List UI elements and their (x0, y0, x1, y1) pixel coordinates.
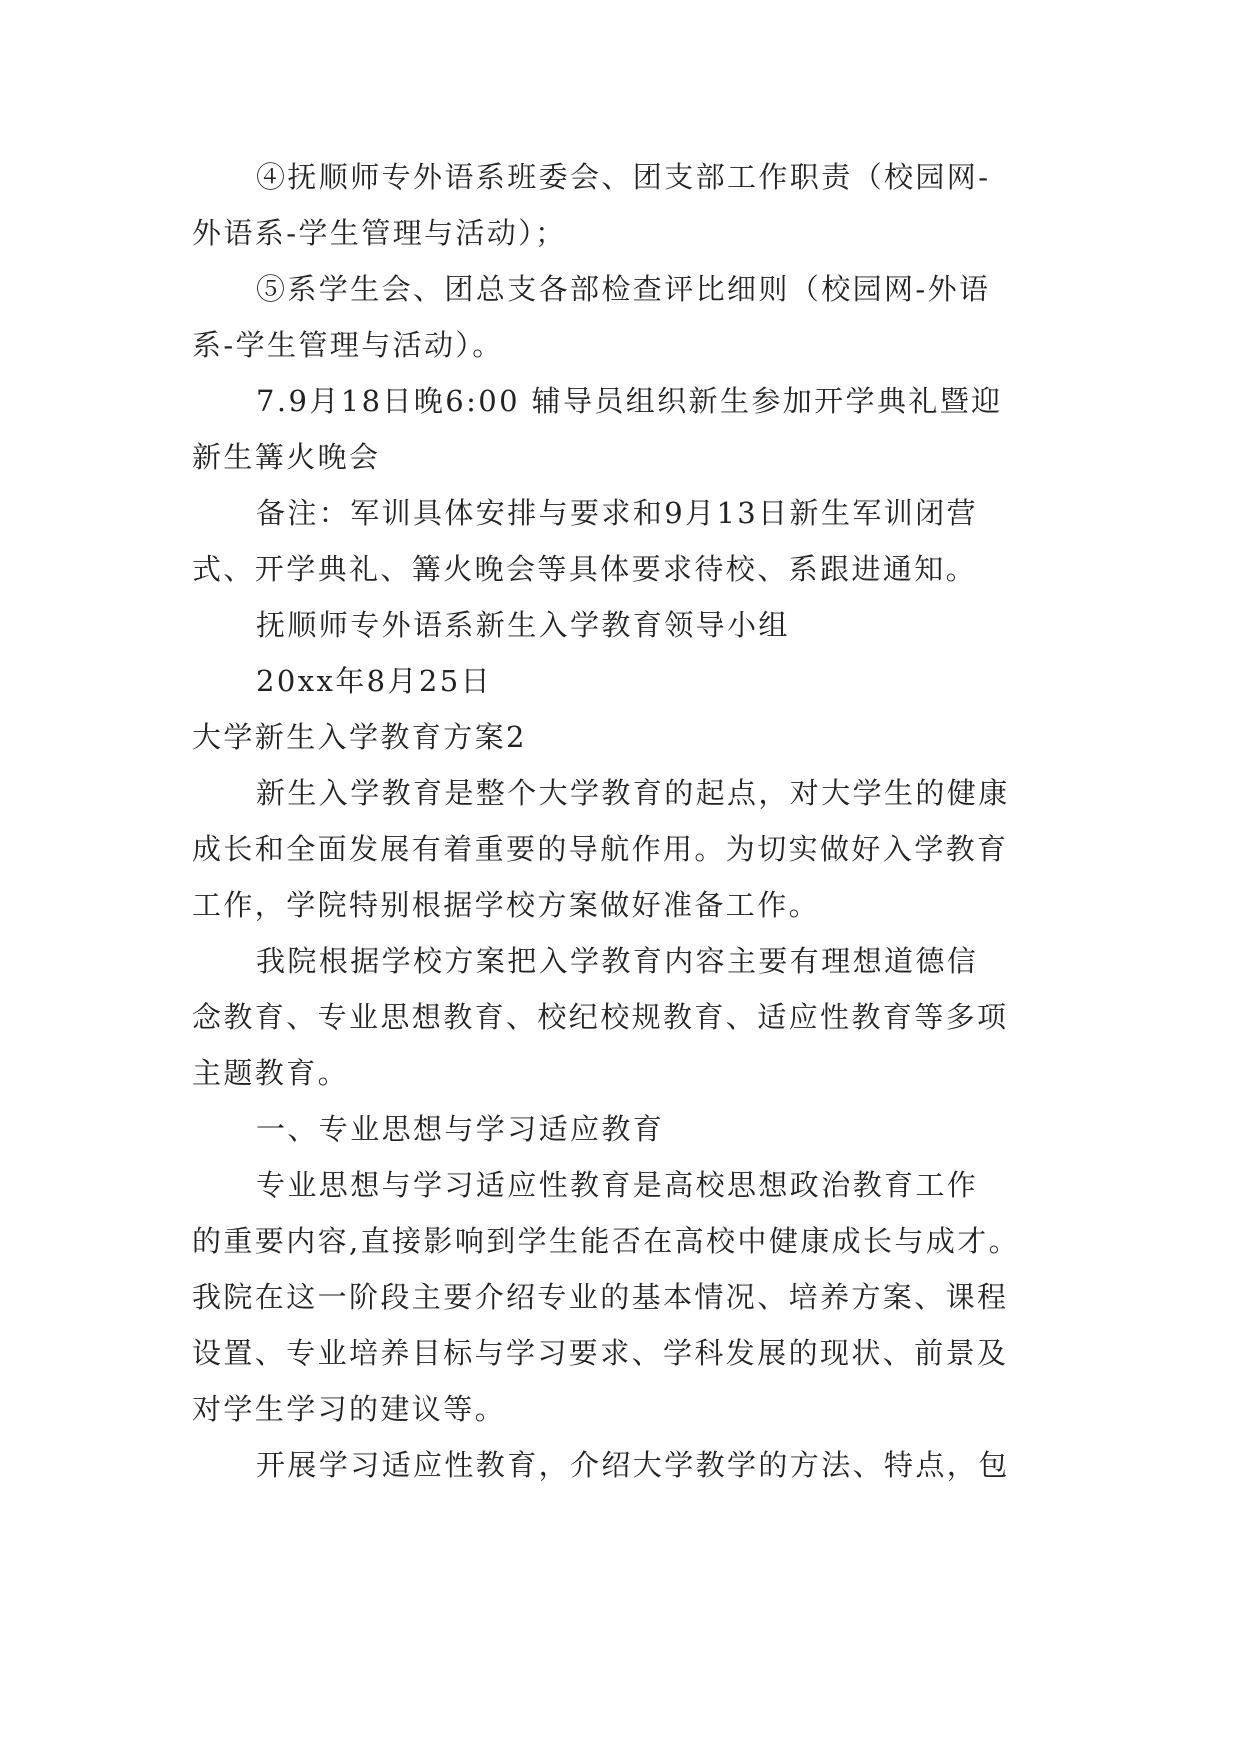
text-line: 新生篝火晚会 (192, 440, 381, 474)
text-line: 的重要内容,直接影响到学生能否在高校中健康成长与成才。 (192, 1224, 1021, 1258)
text-line: ④抚顺师专外语系班委会、团支部工作职责（校园网- (256, 160, 991, 194)
text-line: 备注：军训具体安排与要求和9月13日新生军训闭营 (256, 496, 978, 530)
text-line: 式、开学典礼、篝火晚会等具体要求待校、系跟进通知。 (192, 552, 978, 586)
text-line: 7.9月18日晚6:00 辅导员组织新生参加开学典礼暨迎 (256, 384, 1003, 418)
section-heading: 大学新生入学教育方案2 (192, 720, 527, 754)
text-line: 成长和全面发展有着重要的导航作用。为切实做好入学教育 (192, 832, 1009, 866)
text-line: 主题教育。 (192, 1056, 350, 1090)
date-line: 20xx年8月25日 (256, 664, 492, 698)
signature-line: 抚顺师专外语系新生入学教育领导小组 (256, 608, 790, 642)
text-line: 系-学生管理与活动）。 (192, 328, 504, 362)
text-line: ⑤系学生会、团总支各部检查评比细则（校园网-外语 (256, 272, 991, 306)
text-line: 对学生学习的建议等。 (192, 1392, 507, 1426)
text-line: 我院根据学校方案把入学教育内容主要有理想道德信 (256, 944, 979, 978)
text-line: 念教育、专业思想教育、校纪校规教育、适应性教育等多项 (192, 1000, 1009, 1034)
text-line: 我院在这一阶段主要介绍专业的基本情况、培养方案、课程 (192, 1280, 1009, 1314)
text-line: 开展学习适应性教育，介绍大学教学的方法、特点，包 (256, 1448, 1010, 1482)
text-line: 专业思想与学习适应性教育是高校思想政治教育工作 (256, 1168, 979, 1202)
text-line: 新生入学教育是整个大学教育的起点，对大学生的健康 (256, 776, 1010, 810)
text-line: 设置、专业培养目标与学习要求、学科发展的现状、前景及 (192, 1336, 1009, 1370)
subsection-heading: 一、专业思想与学习适应教育 (256, 1112, 665, 1146)
text-line: 外语系-学生管理与活动）； (192, 216, 567, 250)
text-line: 工作，学院特别根据学校方案做好准备工作。 (192, 888, 821, 922)
